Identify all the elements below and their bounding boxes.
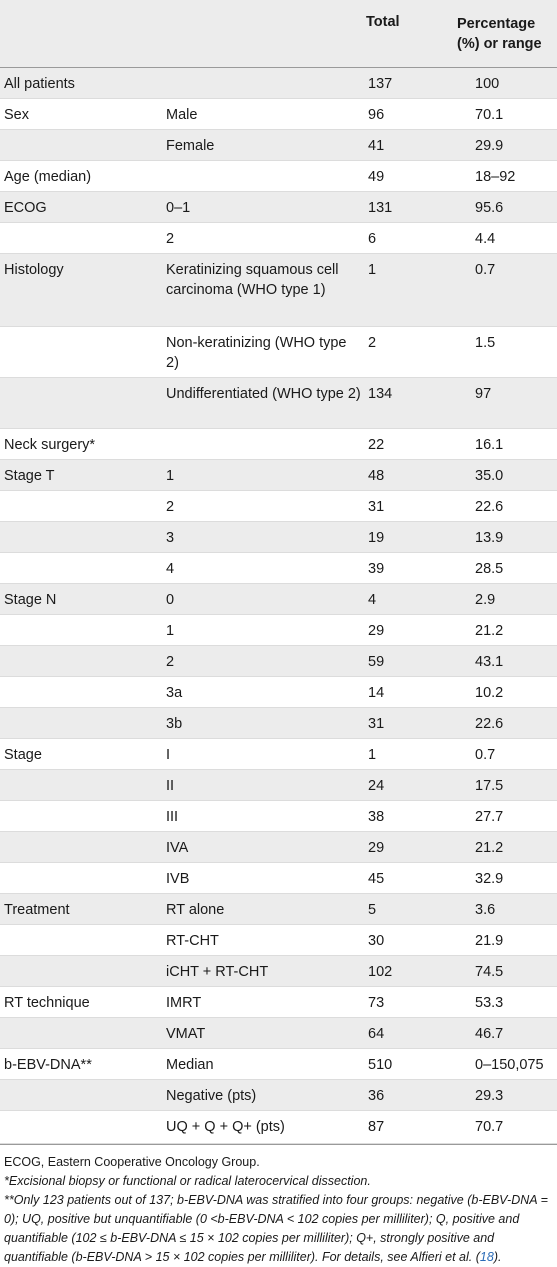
table-row xyxy=(0,130,557,161)
table-row xyxy=(0,1111,557,1144)
table-cell-c4: 0.7 xyxy=(475,747,496,763)
table-cell-c3: 87 xyxy=(368,1119,385,1135)
footnote-ebv-dna-text: **Only 123 patients out of 137; b-EBV-DNA was stratified into four groups: negative (b-EBV-DNA = 0); UQ, positive but unquantifiable (0 <b-EBV-DNA < 102 copies per milliliter); Q, positive and quantifiable (102 ≤ b-EBV-DNA ≤ 15 × 102 copies per milliliter); Q+, strongly positive and quantifiable (b-EBV-DNA > 15 × 102 copies per milliliter). For details, see Alfieri et al. ( xyxy=(4,1193,548,1264)
table-cell-c4: 53.3 xyxy=(475,995,504,1011)
table-cell-c2: iCHT + RT-CHT xyxy=(166,964,269,980)
table-cell-c2: III xyxy=(166,809,179,825)
table-cell-c4: 70.7 xyxy=(475,1119,504,1135)
table-row xyxy=(0,254,557,327)
reference-link[interactable]: 18 xyxy=(479,1250,494,1264)
table-cell-c1: Sex xyxy=(4,107,29,123)
table-cell-c4: 2.9 xyxy=(475,592,496,608)
table-cell-c4: 18–92 xyxy=(475,169,516,185)
table-cell-c2: 1 xyxy=(166,623,175,639)
table-cell-c2: VMAT xyxy=(166,1026,206,1042)
table-cell-c4: 13.9 xyxy=(475,530,504,546)
table-row xyxy=(0,863,557,894)
table-cell-c3: 64 xyxy=(368,1026,385,1042)
table-cell-c2: IVB xyxy=(166,871,190,887)
table-cell-c2: RT alone xyxy=(166,902,225,918)
table-row xyxy=(0,925,557,956)
table-cell-c2: UQ + Q + Q+ (pts) xyxy=(166,1119,285,1135)
table-cell-c1: Treatment xyxy=(4,902,70,918)
table-row xyxy=(0,584,557,615)
table-cell-c2: Negative (pts) xyxy=(166,1088,257,1104)
footnote-ecog: ECOG, Eastern Cooperative Oncology Group. xyxy=(4,1155,260,1169)
table-cell-c2: II xyxy=(166,778,175,794)
table-cell-c3: 29 xyxy=(368,623,385,639)
table-cell-c4: 46.7 xyxy=(475,1026,504,1042)
table-cell-c1: Age (median) xyxy=(4,169,92,185)
table-cell-c4: 10.2 xyxy=(475,685,504,701)
table-cell-c3: 45 xyxy=(368,871,385,887)
table-cell-c2: 2 xyxy=(166,654,175,670)
table-cell-c3: 1 xyxy=(368,262,377,278)
table-cell-c4: 22.6 xyxy=(475,499,504,515)
table-cell-c3: 2 xyxy=(368,335,377,351)
table-cell-c2: Median xyxy=(166,1057,214,1073)
table-cell-c3: 48 xyxy=(368,468,385,484)
table-cell-c3: 59 xyxy=(368,654,385,670)
table-row xyxy=(0,327,557,378)
table-cell-c2: 3a xyxy=(166,685,183,701)
table-cell-c4: 28.5 xyxy=(475,561,504,577)
table-cell-c3: 38 xyxy=(368,809,385,825)
table-cell-c4: 35.0 xyxy=(475,468,504,484)
table-cell-c3: 1 xyxy=(368,747,377,763)
table-cell-c4: 16.1 xyxy=(475,437,504,453)
table-cell-c1: ECOG xyxy=(4,200,47,216)
table-cell-c3: 510 xyxy=(368,1057,393,1073)
table-row xyxy=(0,491,557,522)
table-bottom-rule xyxy=(0,1144,557,1145)
table-header xyxy=(0,0,557,68)
table-cell-c3: 36 xyxy=(368,1088,385,1104)
table-cell-c2: 0 xyxy=(166,592,175,608)
table-cell-c4: 21.9 xyxy=(475,933,504,949)
table-cell-c2: 0–1 xyxy=(166,200,191,216)
table-cell-c3: 134 xyxy=(368,386,393,402)
table-row xyxy=(0,378,557,429)
header-total: Total xyxy=(366,14,400,30)
table-cell-c3: 31 xyxy=(368,499,385,515)
table-cell-c3: 137 xyxy=(368,76,393,92)
table-cell-c4: 74.5 xyxy=(475,964,504,980)
table-row xyxy=(0,894,557,925)
table-cell-c1: Stage N xyxy=(4,592,57,608)
table-row xyxy=(0,161,557,192)
table-cell-c3: 131 xyxy=(368,200,393,216)
table-footnotes xyxy=(4,1153,554,1267)
table-cell-c4: 32.9 xyxy=(475,871,504,887)
table-cell-c2: 2 xyxy=(166,231,175,247)
footnote-neck-surgery xyxy=(4,1172,554,1191)
table-cell-c3: 5 xyxy=(368,902,377,918)
table-cell-c2: Undifferentiated (WHO type 2) xyxy=(166,386,361,402)
table-cell-c1: Stage xyxy=(4,747,42,763)
table-cell-c4: 97 xyxy=(475,386,492,402)
table-cell-c1: Stage T xyxy=(4,468,55,484)
table-cell-c2: IVA xyxy=(166,840,189,856)
table-cell-c4: 43.1 xyxy=(475,654,504,670)
table-row xyxy=(0,460,557,491)
table-cell-c4: 4.4 xyxy=(475,231,496,247)
table-cell-c3: 39 xyxy=(368,561,385,577)
table-row xyxy=(0,677,557,708)
table-cell-c2: IMRT xyxy=(166,995,202,1011)
footnote-neck-surgery-text: *Excisional biopsy or functional or radical laterocervical dissection. xyxy=(4,1174,371,1188)
table-row xyxy=(0,553,557,584)
table-cell-c4: 70.1 xyxy=(475,107,504,123)
table-cell-c4: 0.7 xyxy=(475,262,496,278)
table-cell-c4: 0–150,075 xyxy=(475,1057,544,1073)
table-cell-c2: 3 xyxy=(166,530,175,546)
table-cell-c2: 3b xyxy=(166,716,183,732)
table-cell-c3: 6 xyxy=(368,231,377,247)
table-row xyxy=(0,192,557,223)
table-cell-c3: 30 xyxy=(368,933,385,949)
table-cell-c2: Non-keratinizing (WHO type 2) xyxy=(166,335,347,371)
table-row xyxy=(0,429,557,460)
table-cell-c4: 27.7 xyxy=(475,809,504,825)
table-cell-c3: 96 xyxy=(368,107,385,123)
table-row xyxy=(0,615,557,646)
header-percentage xyxy=(457,14,542,54)
table-cell-c2: 1 xyxy=(166,468,175,484)
table-cell-c1: RT technique xyxy=(4,995,90,1011)
table-row xyxy=(0,1080,557,1111)
table-cell-c4: 100 xyxy=(475,76,500,92)
table-cell-c3: 31 xyxy=(368,716,385,732)
table-row xyxy=(0,708,557,739)
table-cell-c4: 29.9 xyxy=(475,138,504,154)
table-cell-c2: 2 xyxy=(166,499,175,515)
table-cell-c4: 22.6 xyxy=(475,716,504,732)
table-cell-c2: RT-CHT xyxy=(166,933,219,949)
table-cell-c2: I xyxy=(166,747,171,763)
footnote-ebv-dna xyxy=(4,1191,554,1267)
header-percentage-line1: Percentage xyxy=(457,16,536,32)
table-cell-c3: 4 xyxy=(368,592,377,608)
table-row xyxy=(0,1049,557,1080)
table-cell-c1: Histology xyxy=(4,262,64,278)
table-cell-c3: 29 xyxy=(368,840,385,856)
table-cell-c4: 95.6 xyxy=(475,200,504,216)
table-row xyxy=(0,99,557,130)
table-cell-c3: 49 xyxy=(368,169,385,185)
table-row xyxy=(0,801,557,832)
table-cell-c4: 21.2 xyxy=(475,840,504,856)
table-row xyxy=(0,646,557,677)
table-cell-c1: Neck surgery* xyxy=(4,437,96,453)
table-row xyxy=(0,987,557,1018)
table-cell-c4: 1.5 xyxy=(475,335,496,351)
table-cell-c3: 19 xyxy=(368,530,385,546)
table-cell-c4: 29.3 xyxy=(475,1088,504,1104)
table-cell-c1: b-EBV-DNA** xyxy=(4,1057,92,1073)
table-cell-c2: Male xyxy=(166,107,198,123)
table-body xyxy=(0,68,557,1144)
table-cell-c3: 22 xyxy=(368,437,385,453)
table-cell-c3: 73 xyxy=(368,995,385,1011)
table-cell-c3: 14 xyxy=(368,685,385,701)
table-cell-c2: 4 xyxy=(166,561,175,577)
table-cell-c3: 24 xyxy=(368,778,385,794)
table-cell-c4: 3.6 xyxy=(475,902,496,918)
header-percentage-line2: (%) or range xyxy=(457,36,542,52)
table-cell-c1: All patients xyxy=(4,76,75,92)
table-row xyxy=(0,956,557,987)
table-row xyxy=(0,223,557,254)
table-cell-c3: 102 xyxy=(368,964,393,980)
table-cell-c4: 17.5 xyxy=(475,778,504,794)
table-row xyxy=(0,739,557,770)
table-row xyxy=(0,68,557,99)
table-cell-c2: Keratinizing squamous cell carcinoma (WHO type 1) xyxy=(166,262,339,298)
table-row xyxy=(0,832,557,863)
table-cell-c3: 41 xyxy=(368,138,385,154)
table-cell-c2: Female xyxy=(166,138,215,154)
footnote-ebv-dna-end: ). xyxy=(493,1250,502,1264)
table-row xyxy=(0,770,557,801)
table-row xyxy=(0,1018,557,1049)
table-row xyxy=(0,522,557,553)
table-cell-c4: 21.2 xyxy=(475,623,504,639)
